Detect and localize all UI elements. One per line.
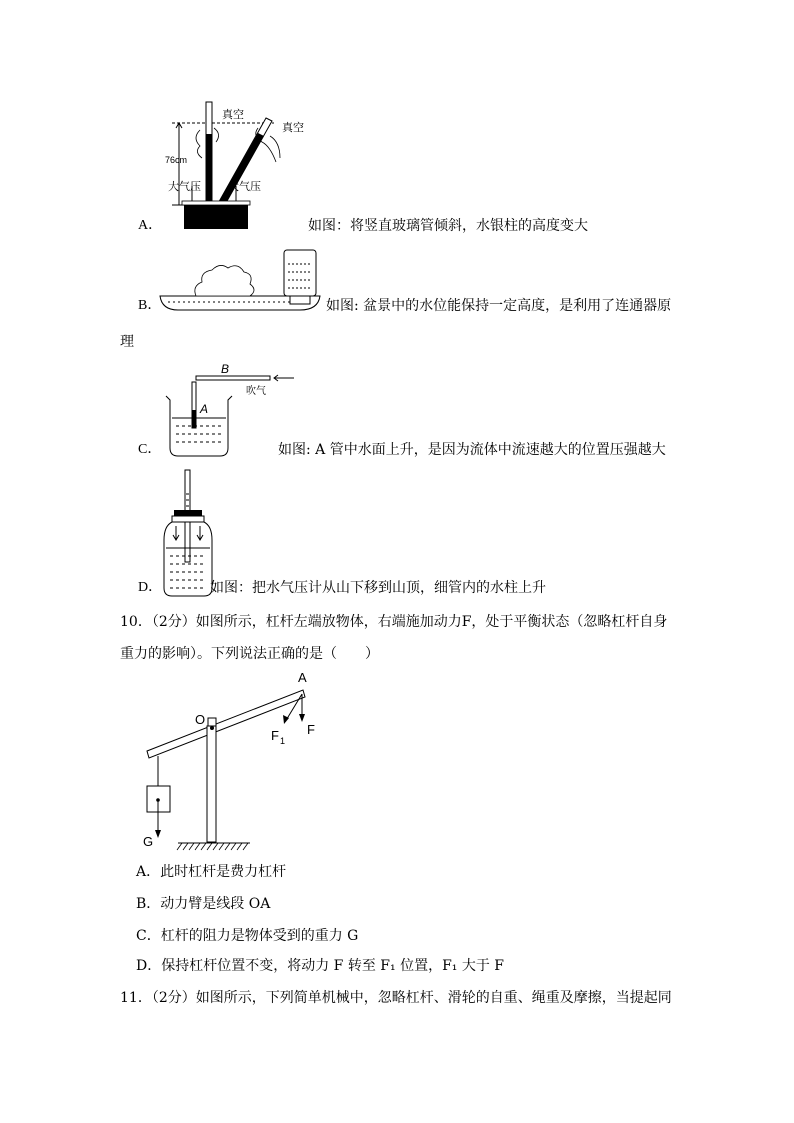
option-d-letter: D． [138, 580, 163, 595]
force-f1-subscript: 1 [280, 736, 286, 746]
option-b-letter: B． [138, 298, 162, 313]
q10-option-b: B．动力臂是线段 OA [136, 896, 271, 912]
option-d-text: 如图：把水气压计从山下移到山顶，细管内的水柱上升 [210, 580, 546, 596]
option-a-letter: A． [138, 218, 163, 233]
point-a-label: A [298, 670, 307, 685]
q11-stem-line1: 11．（2分）如图所示，下列简单机械中，忽略杠杆、滑轮的自重、绳重及摩擦，当提起同 [120, 990, 672, 1006]
option-c-letter: C． [138, 442, 162, 457]
option-b-text: 如图: 盆景中的水位能保持一定高度，是利用了连通器原 [326, 298, 672, 314]
pivot-o-label: O [195, 712, 206, 727]
q10-stem-line1: 10．（2分）如图所示，杠杆左端放物体，右端施加动力F，处于平衡状态（忽略杠杆自身 [120, 614, 668, 630]
vacuum-label-2: 真空 [282, 122, 304, 134]
q10-stem-line2: 重力的影响）。下列说法正确的是（ ） [120, 646, 379, 662]
height-label: 76cm [165, 155, 188, 165]
q10-option-c: C．杠杆的阻力是物体受到的重力 G [136, 928, 359, 944]
blow-label: 吹气 [246, 386, 266, 397]
option-c-text: 如图: A 管中水面上升，是因为流体中流速越大的位置压强越大 [278, 442, 666, 458]
q10-option-a: A．此时杠杆是费力杠杆 [136, 864, 287, 880]
force-f1-label: F [271, 728, 279, 743]
force-f-label: F [307, 722, 315, 737]
gravity-g-label: G [143, 834, 154, 849]
vacuum-label-1: 真空 [222, 109, 244, 121]
tube-b-label: B [221, 362, 230, 376]
q10-option-d: D．保持杠杆位置不变，将动力 F 转至 F₁ 位置，F₁ 大于 F [136, 958, 505, 974]
pressure-label-1: 大气压 [168, 181, 201, 193]
option-b-text-cont: 理 [120, 334, 134, 350]
tube-a-label: A [200, 402, 209, 416]
pressure-label-2: 大气压 [228, 181, 261, 193]
option-a-text: 如图：将竖直玻璃管倾斜，水银柱的高度变大 [308, 218, 588, 234]
